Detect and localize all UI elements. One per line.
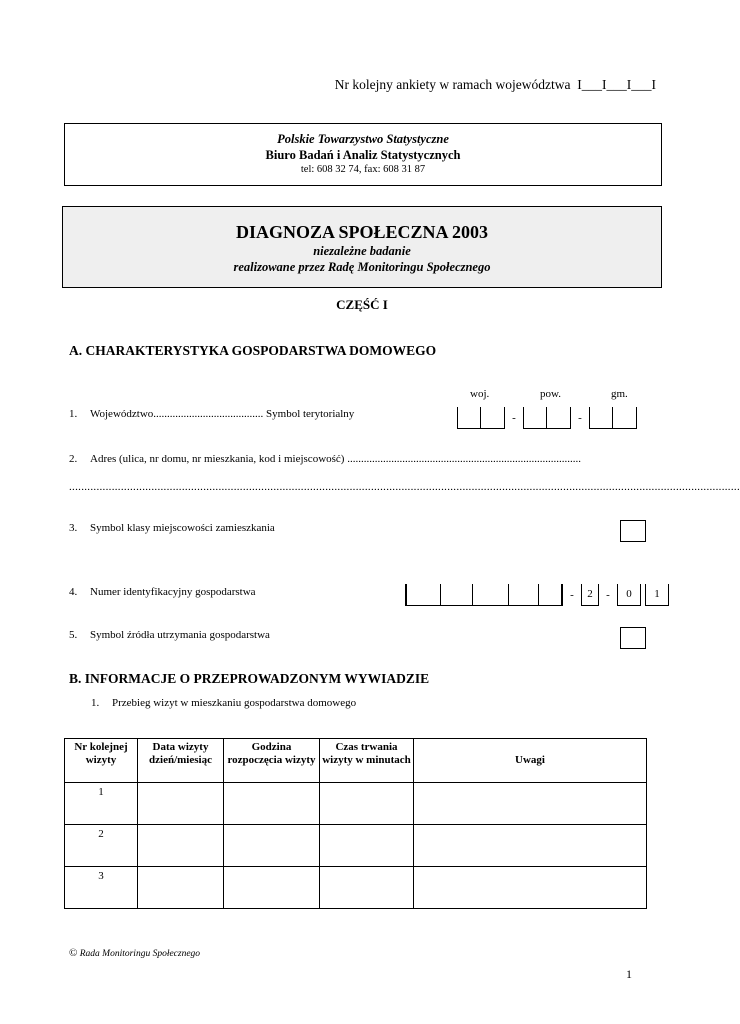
question-text: Symbol klasy miejscowości zamieszkania <box>90 522 275 534</box>
caption-pow: pow. <box>540 388 561 400</box>
table-header-row <box>65 739 647 783</box>
household-digit-3[interactable] <box>473 584 509 606</box>
question-4 <box>69 586 256 598</box>
income-source-box[interactable] <box>620 627 646 649</box>
question-number: 3. <box>69 522 78 534</box>
question-number: 1. <box>69 408 78 420</box>
question-text: Symbol źródła utrzymania gospodarstwa <box>90 629 270 641</box>
question-text: Numer identyfikacyjny gospodarstwa <box>90 586 256 598</box>
gm-digit-2[interactable] <box>613 407 637 429</box>
section-a-heading: A. CHARAKTERYSTYKA GOSPODARSTWA DOMOWEGO <box>69 343 437 358</box>
title-subtitle-1: niezależne badanie <box>313 244 411 258</box>
question-number: 5. <box>69 629 78 641</box>
start-time-cell[interactable] <box>224 825 320 867</box>
visit-number-cell: 1 <box>65 783 138 825</box>
visit-date-cell[interactable] <box>138 783 224 825</box>
caption-gm: gm. <box>611 388 628 400</box>
page-number: 1 <box>626 967 632 981</box>
woj-digit-2[interactable] <box>481 407 505 429</box>
question-number: 4. <box>69 586 78 598</box>
household-digit-4[interactable] <box>509 584 539 606</box>
table-row <box>65 825 647 867</box>
serial-label: Nr kolejny ankiety w ramach województwa <box>334 77 571 92</box>
item-text: Przebieg wizyt w mieszkaniu gospodarstwa domowego <box>112 697 357 709</box>
visit-date-cell[interactable] <box>138 825 224 867</box>
serial-boxes[interactable]: I___I___I___I <box>577 77 656 92</box>
start-time-cell[interactable] <box>224 783 320 825</box>
question-1 <box>69 408 354 420</box>
header-remarks: Uwagi <box>414 739 647 783</box>
survey-serial-number <box>335 77 656 93</box>
header-duration: Czas trwania wizyty w minutach <box>320 739 414 783</box>
question-3 <box>69 522 275 534</box>
table-row <box>65 783 647 825</box>
section-b-heading: B. INFORMACJE O PRZEPROWADZONYM WYWIADZIE <box>69 671 430 686</box>
org-name: Polskie Towarzystwo Statystyczne <box>277 132 449 146</box>
pow-digit-1[interactable] <box>523 407 547 429</box>
organization-box <box>64 123 662 186</box>
household-fixed-digit-2: 2 <box>581 584 599 606</box>
table-row <box>65 867 647 909</box>
dash: - <box>578 412 582 424</box>
remarks-cell[interactable] <box>414 867 647 909</box>
address-continuation-line[interactable]: ............................................................................................................................................................................................................................ <box>69 481 740 493</box>
header-visit-date: Data wizyty dzień/miesiąc <box>138 739 224 783</box>
question-2 <box>69 453 581 465</box>
remarks-cell[interactable] <box>414 783 647 825</box>
pow-digit-2[interactable] <box>547 407 571 429</box>
caption-woj: woj. <box>470 388 490 400</box>
locality-class-box[interactable] <box>620 520 646 542</box>
section-b-item-1 <box>91 697 356 709</box>
dash: - <box>606 589 610 601</box>
header-start-time: Godzina rozpoczęcia wizyty <box>224 739 320 783</box>
household-fixed-digit-1: 1 <box>645 584 669 606</box>
question-text: Województwo........................................ Symbol terytorialny <box>90 408 355 420</box>
remarks-cell[interactable] <box>414 825 647 867</box>
household-fixed-digit-0: 0 <box>617 584 641 606</box>
title-subtitle-2: realizowane przez Radę Monitoringu Społecznego <box>233 260 491 274</box>
question-text: Adres (ulica, nr domu, nr mieszkania, kod i miejscowość) ..................................................................................... <box>90 453 581 465</box>
visit-date-cell[interactable] <box>138 867 224 909</box>
title-box <box>62 206 662 288</box>
copyright-text: Rada Monitoringu Społecznego <box>79 949 201 959</box>
woj-digit-1[interactable] <box>457 407 481 429</box>
header-visit-number: Nr kolejnej wizyty <box>65 739 138 783</box>
duration-cell[interactable] <box>320 867 414 909</box>
question-5 <box>69 629 270 641</box>
start-time-cell[interactable] <box>224 867 320 909</box>
dash: - <box>512 412 516 424</box>
duration-cell[interactable] <box>320 783 414 825</box>
visits-table <box>64 738 647 909</box>
territorial-symbol-field[interactable] <box>457 407 637 429</box>
org-department: Biuro Badań i Analiz Statystycznych <box>265 148 461 162</box>
gm-digit-1[interactable] <box>589 407 613 429</box>
household-digit-5[interactable] <box>539 584 563 606</box>
visit-number-cell: 2 <box>65 825 138 867</box>
household-digit-1[interactable] <box>405 584 441 606</box>
document-title: DIAGNOZA SPOŁECZNA 2003 <box>235 222 489 242</box>
household-id-field[interactable] <box>405 584 669 606</box>
duration-cell[interactable] <box>320 825 414 867</box>
part-label: CZĘŚĆ I <box>336 297 388 312</box>
item-number: 1. <box>91 697 100 709</box>
copyright-icon: © <box>69 947 78 959</box>
dash: - <box>570 589 574 601</box>
question-number: 2. <box>69 453 78 465</box>
household-digit-2[interactable] <box>441 584 473 606</box>
footer-copyright <box>69 947 200 959</box>
org-contact: tel: 608 32 74, fax: 608 31 87 <box>300 164 426 175</box>
visit-number-cell: 3 <box>65 867 138 909</box>
